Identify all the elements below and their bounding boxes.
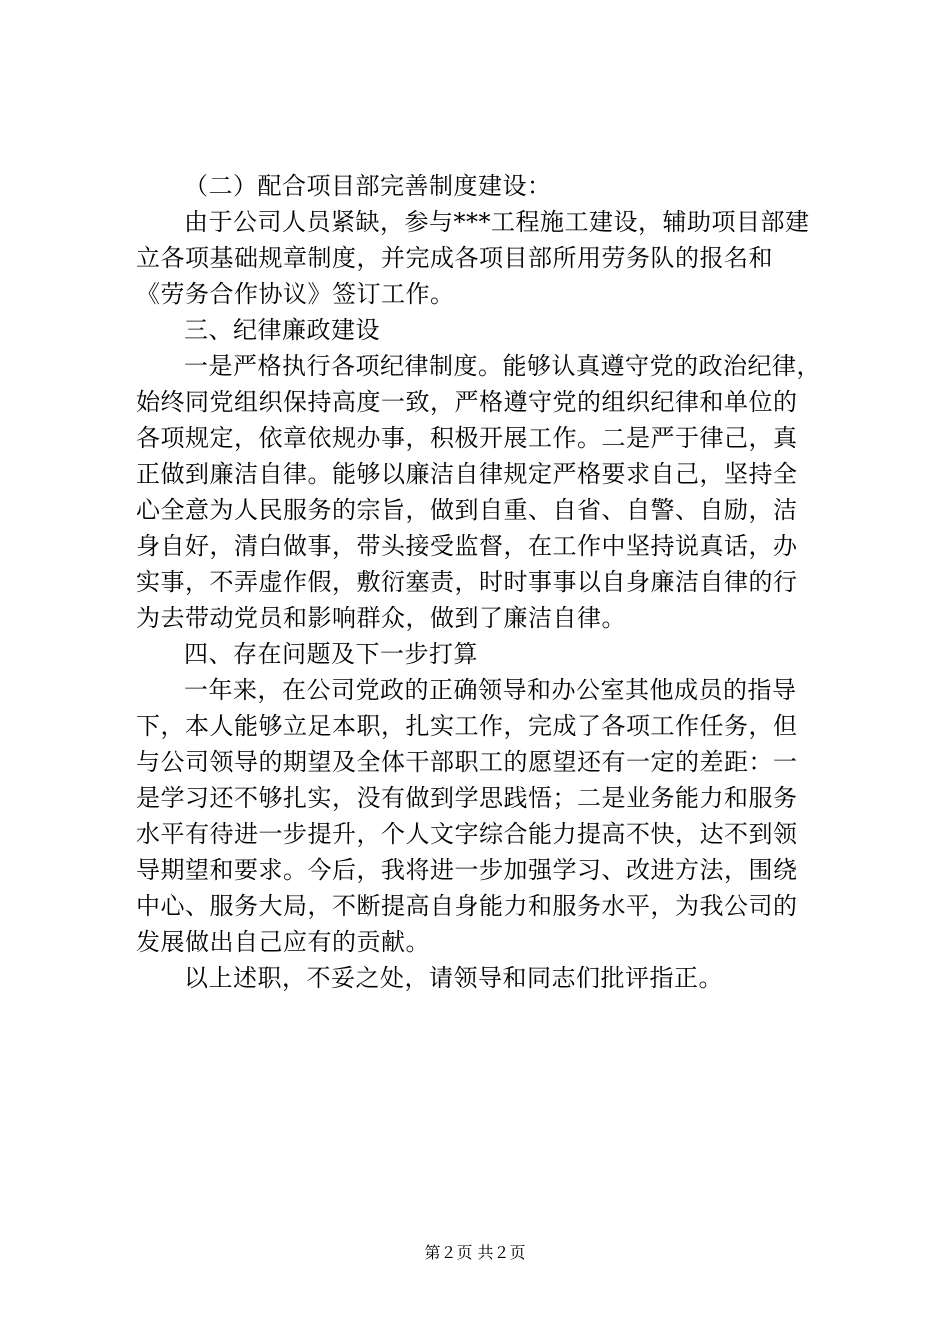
- paragraph-line: 为去带动党员和影响群众，做到了廉洁自律。: [136, 604, 626, 632]
- paragraph-line: 下，本人能够立足本职，扎实工作，完成了各项工作任务，但: [136, 712, 798, 740]
- paragraph-line: 发展做出自己应有的贡献。: [136, 928, 430, 956]
- paragraph-line: 与公司领导的期望及全体干部职工的愿望还有一定的差距：一: [136, 748, 798, 776]
- paragraph-line: 心全意为人民服务的宗旨，做到自重、自省、自警、自励，洁: [136, 496, 798, 524]
- paragraph-line: 身自好，清白做事，带头接受监督，在工作中坚持说真话，办: [136, 532, 798, 560]
- page-number-footer: 第２页 共２页: [424, 1243, 526, 1262]
- paragraph-line: 实事，不弄虚作假，敷衍塞责，时时事事以自身廉洁自律的行: [136, 568, 798, 596]
- paragraph-line: 一是严格执行各项纪律制度。能够认真遵守党的政治纪律，: [184, 352, 821, 380]
- paragraph-line: 始终同党组织保持高度一致，严格遵守党的组织纪律和单位的: [136, 388, 798, 416]
- paragraph-line: 各项规定，依章依规办事，积极开展工作。二是严于律己，真: [136, 424, 798, 452]
- paragraph-line: 水平有待进一步提升，个人文字综合能力提高不快，达不到领: [136, 820, 798, 848]
- section-heading-problems: 四、存在问题及下一步打算: [184, 640, 478, 668]
- closing-line: 以上述职，不妥之处，请领导和同志们批评指正。: [184, 964, 723, 992]
- paragraph-line: 导期望和要求。今后，我将进一步加强学习、改进方法，围绕: [136, 856, 798, 884]
- paragraph-line: 正做到廉洁自律。能够以廉洁自律规定严格要求自己，坚持全: [136, 460, 798, 488]
- paragraph-line: 是学习还不够扎实，没有做到学思践悟；二是业务能力和服务: [136, 784, 798, 812]
- paragraph-line: 由于公司人员紧缺，参与***工程施工建设，辅助项目部建: [184, 208, 810, 236]
- paragraph-line: 中心、服务大局，不断提高自身能力和服务水平，为我公司的: [136, 892, 798, 920]
- document-body: [136, 168, 836, 996]
- paragraph-line: 《劳务合作协议》签订工作。: [136, 280, 455, 308]
- paragraph-line: 一年来，在公司党政的正确领导和办公室其他成员的指导: [184, 676, 797, 704]
- section-heading-discipline: 三、纪律廉政建设: [184, 316, 380, 344]
- section-heading-system-building: （二）配合项目部完善制度建设：: [184, 172, 552, 200]
- paragraph-line: 立各项基础规章制度，并完成各项目部所用劳务队的报名和: [136, 244, 773, 272]
